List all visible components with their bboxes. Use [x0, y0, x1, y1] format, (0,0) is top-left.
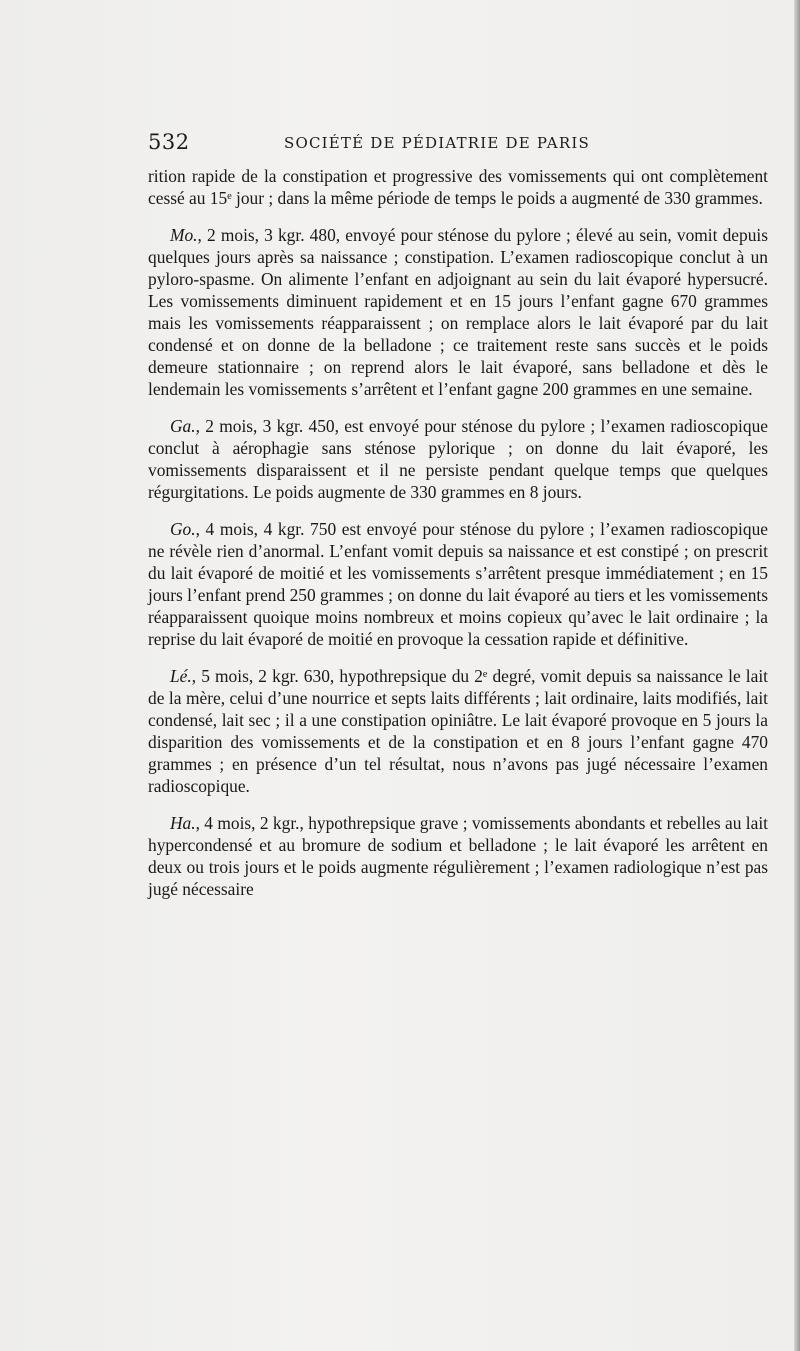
paragraph-text: , 2 mois, 3 kgr. 450, est envoyé pour sténose du pylore ; l’examen radioscopique conclut à aérophagie sans sténose pylorique ; on donne du lait évaporé, les vomissements disparaissent et il ne persiste pendant quelque temps que quelques régurgitations. Le poids augmente de 330 grammes en 8 jours.	[148, 415, 768, 503]
paragraph-text: , 4 mois, 4 kgr. 750 est envoyé pour sténose du pylore ; l’examen radioscopique ne révèle rien d’anormal. L’enfant vomit depuis sa naissance et est constipé ; on prescrit du lait évaporé de moitié et les vomissements s’arrêtent presque immédiatement ; en 15 jours l’enfant prend 250 grammes ; on donne du lait évaporé au tiers et les vomissements réapparaissent quoique moins nombreux et moins copieux qu’avec le lait ordinaire ; la reprise du lait évaporé de moitié en provoque la cessation rapide et définitive.	[148, 518, 768, 650]
patient-name: Lé.	[170, 665, 192, 686]
case-paragraph-ga	[148, 415, 768, 503]
patient-name: Go.	[170, 518, 196, 539]
paragraph-text: rition rapide de la constipation et progressive des vomissements qui ont complètement cessé au 15ᵉ jour ; dans la même période de temps le poids a augmenté de 330 grammes.	[148, 166, 768, 209]
paragraph-text: , 2 mois, 3 kgr. 480, envoyé pour sténose du pylore ; élevé au sein, vomit depuis quelques jours après sa naissance ; constipation. L’examen radioscopique conclut à un pyloro-spasme. On alimente l’enfant en adjoignant au sein du lait évaporé hypersucré. Les vomissements diminuent rapidement et en 15 jours l’enfant gagne 670 grammes mais les vomissements réapparaissent ; on remplace alors le lait évaporé par du lait condensé et on donne de la belladone ; ce traitement reste sans succès et le poids demeure stationnaire ; on reprend alors le lait évaporé, sans belladone et dès le lendemain les vomissements s’arrêtent et l’enfant gagne 200 grammes en une semaine.	[148, 224, 768, 400]
patient-name: Ha.	[170, 812, 196, 833]
paragraph-text: , 5 mois, 2 kgr. 630, hypothrepsique du 2ᵉ degré, vomit depuis sa naissance le lait de la mère, celui d’une nourrice et septs laits différents ; lait ordinaire, laits modifiés, lait condensé, lait sec ; il a une constipation opiniâtre. Le lait évaporé provoque en 5 jours la disparition des vomissements et de la constipation et en 8 jours l’enfant gagne 470 grammes ; en présence d’un tel résultat, nous n’avons pas jugé nécessaire l’examen radioscopique.	[148, 665, 768, 797]
case-paragraph-mo	[148, 224, 768, 401]
patient-name: Mo.	[170, 224, 198, 245]
paragraph-continuation	[148, 165, 768, 209]
page-number: 532	[148, 130, 190, 154]
case-paragraph-ha	[148, 812, 768, 900]
running-head-title: SOCIÉTÉ DE PÉDIATRIE DE PARIS	[284, 134, 590, 152]
page-edge-shadow	[794, 0, 800, 1351]
case-paragraph-le	[148, 665, 768, 798]
body-text	[148, 165, 768, 915]
patient-name: Ga.	[170, 415, 196, 436]
running-head	[148, 130, 768, 156]
case-paragraph-go	[148, 518, 768, 651]
paragraph-text: , 4 mois, 2 kgr., hypothrepsique grave ; vomissements abondants et rebelles au lait hypercondensé et au bromure de sodium et belladone ; le lait évaporé les arrêtent en deux ou trois jours et le poids augmente régulièrement ; l’examen radiologique n’est pas jugé nécessaire	[148, 812, 768, 900]
